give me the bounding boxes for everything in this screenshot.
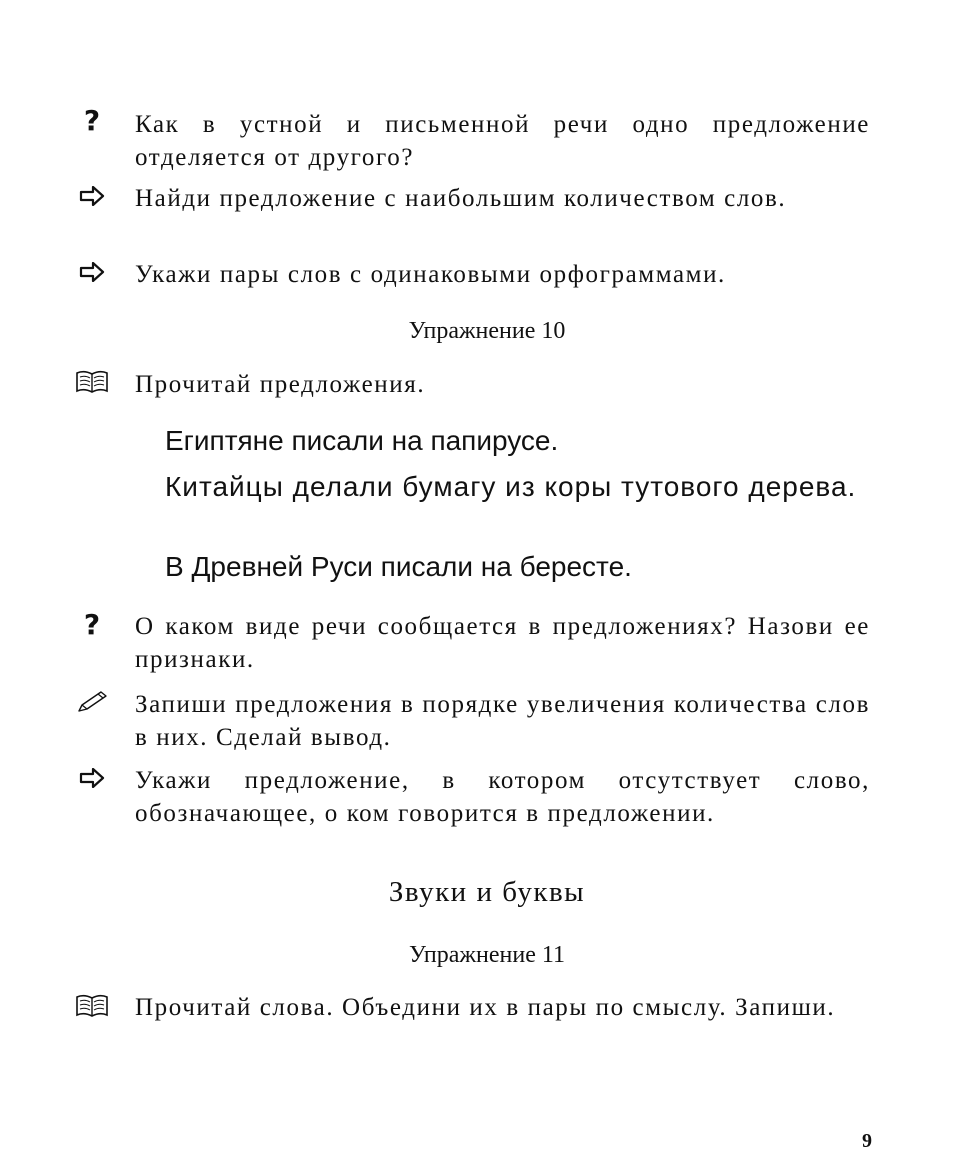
question-icon: ?: [83, 104, 101, 137]
arrow-right-icon: [74, 768, 110, 800]
arrow-right-icon: [74, 186, 110, 218]
open-book-icon: [74, 994, 110, 1026]
instruction-text: Прочитай слова. Объедини их в пары по смыслу. Запиши.: [135, 994, 836, 1021]
pencil-icon: [74, 690, 110, 722]
task-text: Укажи предложение, в котором отсутствует слово, обозначающее, о ком говорится в предложении.: [135, 767, 870, 827]
exercise-title: Упражнение 10: [408, 318, 566, 344]
arrow-right-icon: [74, 262, 110, 294]
task-text: О каком виде речи сообщается в предложениях? Назови ее признаки.: [135, 613, 870, 673]
question-icon: ?: [83, 608, 101, 641]
open-book-icon: [74, 370, 110, 402]
task-text: Запиши предложения в порядке увеличения количества слов в них. Сделай вывод.: [135, 691, 870, 751]
page-number: 9: [862, 1130, 872, 1152]
task-text: Найди предложение с наибольшим количеством слов.: [135, 185, 787, 212]
exercise-title: Упражнение 11: [409, 942, 565, 968]
section-title: Звуки и буквы: [388, 876, 586, 908]
instruction-text: Прочитай предложения.: [135, 371, 426, 398]
sentence: Египтяне писали на папирусе.: [165, 425, 559, 456]
sentence: Китайцы делали бумагу из коры тутового дерева.: [165, 471, 857, 502]
task-text: Как в устной и письменной речи одно предложение отделяется от другого?: [135, 111, 870, 171]
task-text: Укажи пары слов с одинаковыми орфограммами.: [135, 261, 726, 288]
sentence: В Древней Руси писали на бересте.: [165, 551, 632, 582]
